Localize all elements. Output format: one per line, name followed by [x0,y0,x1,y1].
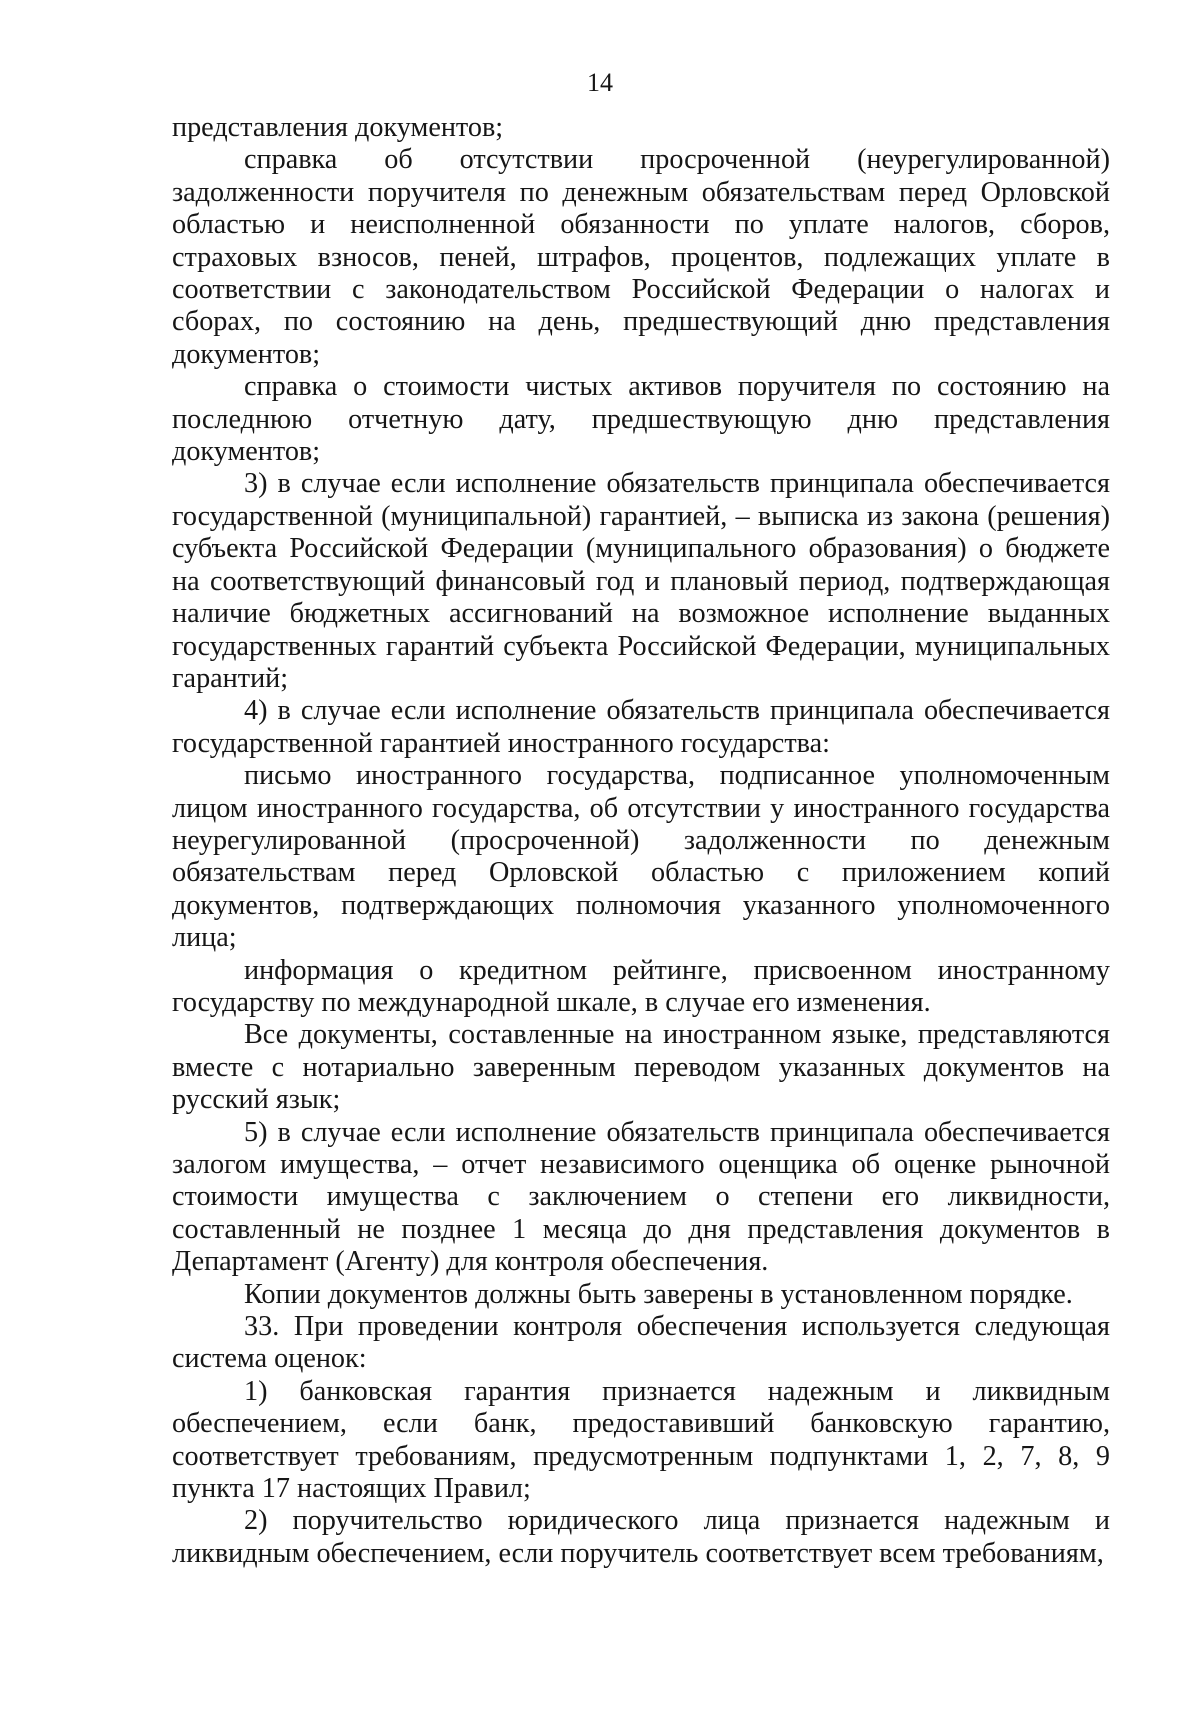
paragraph-9: 5) в случае если исполнение обязательств принципала обеспечивается залогом имущества, – отчет независимого оценщика об оценке рыночной стоимости имущества с заключением о степени его ликвидности, составленный не позднее 1 месяца до дня представления документов в Департамент (Агенту) для контроля обеспечения. [172,1116,1110,1278]
paragraph-11: 33. При проведении контроля обеспечения используется следующая система оценок: [172,1311,1110,1375]
page-number: 14 [587,68,613,97]
paragraph-4: 3) в случае если исполнение обязательств принципала обеспечивается государственной (муниципальной) гарантией, – выписка из закона (решения) субъекта Российской Федерации (муниципального образования) о бюджете на соответствующий финансовый год и плановый период, подтверждающая наличие бюджетных ассигнований на возможное исполнение выданных государственных гарантий субъекта Российской Федерации, муниципальных гарантий; [172,468,1110,694]
paragraph-1: представления документов; [172,112,504,143]
paragraph-3: справка о стоимости чистых активов поручителя по состоянию на последнюю отчетную дату, предшествующую дню представления документов; [172,371,1110,468]
paragraph-10: Копии документов должны быть заверены в установленном порядке. [244,1278,1073,1310]
paragraph-7: информация о кредитном рейтинге, присвоенном иностранному государству по международной шкале, в случае его изменения. [172,954,1110,1018]
paragraph-2: справка об отсутствии просроченной (неурегулированной) задолженности поручителя по денежным обязательствам перед Орловской областью и неисполненной обязанности по уплате налогов, сборов, страховых взносов, пеней, штрафов, процентов, подлежащих уплате в соответствии с законодательством Российской Федерации о налогах и сборах, по состоянию на день, предшествующий дню представления документов; [172,144,1110,370]
paragraph-13: 2) поручительство юридического лица признается надежным и ликвидным обеспечением, если поручитель соответствует всем требованиям, [172,1505,1110,1569]
paragraph-6: письмо иностранного государства, подписанное уполномоченным лицом иностранного государства, об отсутствии у иностранного государства неурегулированной (просроченной) задолженности по денежным обязательствам перед Орловской областью с приложением копий документов, подтверждающих полномочия указанного уполномоченного лица; [172,760,1110,954]
paragraph-12: 1) банковская гарантия признается надежным и ликвидным обеспечением, если банк, предоставивший банковскую гарантию, соответствует требованиям, предусмотренным подпунктами 1, 2, 7, 8, 9 пункта 17 настоящих Правил; [172,1375,1110,1505]
paragraph-5: 4) в случае если исполнение обязательств принципала обеспечивается государственной гарантией иностранного государства: [172,695,1110,759]
document-body [172,112,1110,1570]
paragraph-8: Все документы, составленные на иностранном языке, представляются вместе с нотариально заверенным переводом указанных документов на русский язык; [172,1019,1110,1116]
